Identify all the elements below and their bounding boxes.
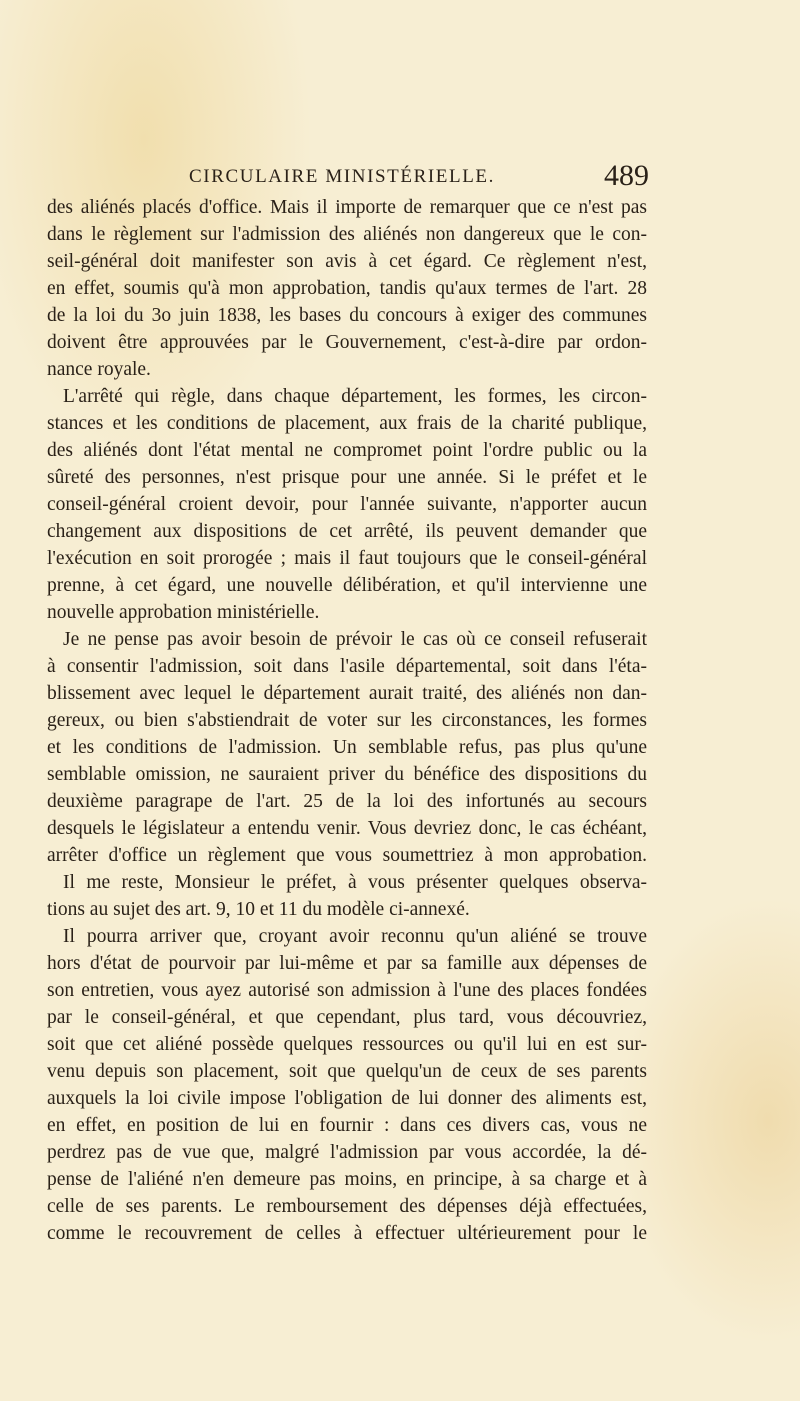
text-line: venu depuis son placement, soit que quelqu'un de ceux de ses parents (47, 1061, 647, 1082)
text-line: Je ne pense pas avoir besoin de prévoir le cas où ce conseil refuserait (63, 629, 647, 650)
text-line: arrêter d'office un règlement que vous soumettriez à mon approbation. (47, 845, 647, 866)
text-line: changement aux dispositions de cet arrêté, ils peuvent demander que (47, 521, 647, 542)
text-line: par le conseil-général, et que cependant, plus tard, vous découvriez, (47, 1007, 647, 1028)
text-line: sûreté des personnes, n'est prisque pour une année. Si le préfet et le (47, 467, 647, 488)
text-line: semblable omission, ne sauraient priver du bénéfice des dispositions du (47, 764, 647, 785)
text-line: à consentir l'admission, soit dans l'asile départemental, soit dans l'éta- (47, 656, 647, 677)
text-line: des aliénés placés d'office. Mais il importe de remarquer que ce n'est pas (47, 197, 647, 218)
text-line: pense de l'aliéné n'en demeure pas moins, en principe, à sa charge et à (47, 1169, 647, 1190)
text-line: en effet, en position de lui en fournir : dans ces divers cas, vous ne (47, 1115, 647, 1136)
text-line: deuxième paragrape de l'art. 25 de la loi des infortunés au secours (47, 791, 647, 812)
text-line: desquels le législateur a entendu venir. Vous devriez donc, le cas échéant, (47, 818, 647, 839)
text-line: soit que cet aliéné possède quelques ressources ou qu'il lui en est sur- (47, 1034, 647, 1055)
text-line: seil-général doit manifester son avis à cet égard. Ce règlement n'est, (47, 251, 647, 272)
text-line: hors d'état de pourvoir par lui-même et par sa famille aux dépenses de (47, 953, 647, 974)
body-text (47, 194, 647, 1247)
text-line: L'arrêté qui règle, dans chaque département, les formes, les circon- (63, 386, 647, 407)
text-line: celle de ses parents. Le remboursement des dépenses déjà effectuées, (47, 1196, 647, 1217)
text-line: et les conditions de l'admission. Un semblable refus, pas plus qu'une (47, 737, 647, 758)
text-line: des aliénés dont l'état mental ne compromet point l'ordre public ou la (47, 440, 647, 461)
text-line: gereux, ou bien s'abstiendrait de voter sur les circonstances, les formes (47, 710, 647, 731)
text-line: Il me reste, Monsieur le préfet, à vous présenter quelques observa- (63, 872, 647, 893)
text-line: nouvelle approbation ministérielle. (47, 602, 320, 623)
text-line: comme le recouvrement de celles à effectuer ultérieurement pour le (47, 1223, 647, 1244)
text-line: dans le règlement sur l'admission des aliénés non dangereux que le con- (47, 224, 647, 245)
text-line: conseil-général croient devoir, pour l'année suivante, n'apporter aucun (47, 494, 647, 515)
text-line: prenne, à cet égard, une nouvelle délibération, et qu'il intervienne une (47, 575, 647, 596)
text-line: auxquels la loi civile impose l'obligation de lui donner des aliments est, (47, 1088, 647, 1109)
text-line: en effet, soumis qu'à mon approbation, tandis qu'aux termes de l'art. 28 (47, 278, 647, 299)
text-line: perdrez pas de vue que, malgré l'admission par vous accordée, la dé- (47, 1142, 647, 1163)
text-line: doivent être approuvées par le Gouvernement, c'est-à-dire par ordon- (47, 332, 647, 353)
text-line: Il pourra arriver que, croyant avoir reconnu qu'un aliéné se trouve (63, 926, 647, 947)
text-line: de la loi du 3o juin 1838, les bases du concours à exiger des communes (47, 305, 647, 326)
text-line: stances et les conditions de placement, aux frais de la charité publique, (47, 413, 647, 434)
running-title: CIRCULAIRE MINISTÉRIELLE. (189, 166, 495, 187)
text-line: nance royale. (47, 359, 151, 380)
page-header (189, 160, 649, 194)
text-line: son entretien, vous ayez autorisé son admission à l'une des places fondées (47, 980, 647, 1001)
text-line: blissement avec lequel le département aurait traité, des aliénés non dan- (47, 683, 647, 704)
text-line: l'exécution en soit prorogée ; mais il faut toujours que le conseil-général (47, 548, 647, 569)
text-line: tions au sujet des art. 9, 10 et 11 du modèle ci-annexé. (47, 899, 470, 920)
page-number: 489 (604, 159, 649, 192)
